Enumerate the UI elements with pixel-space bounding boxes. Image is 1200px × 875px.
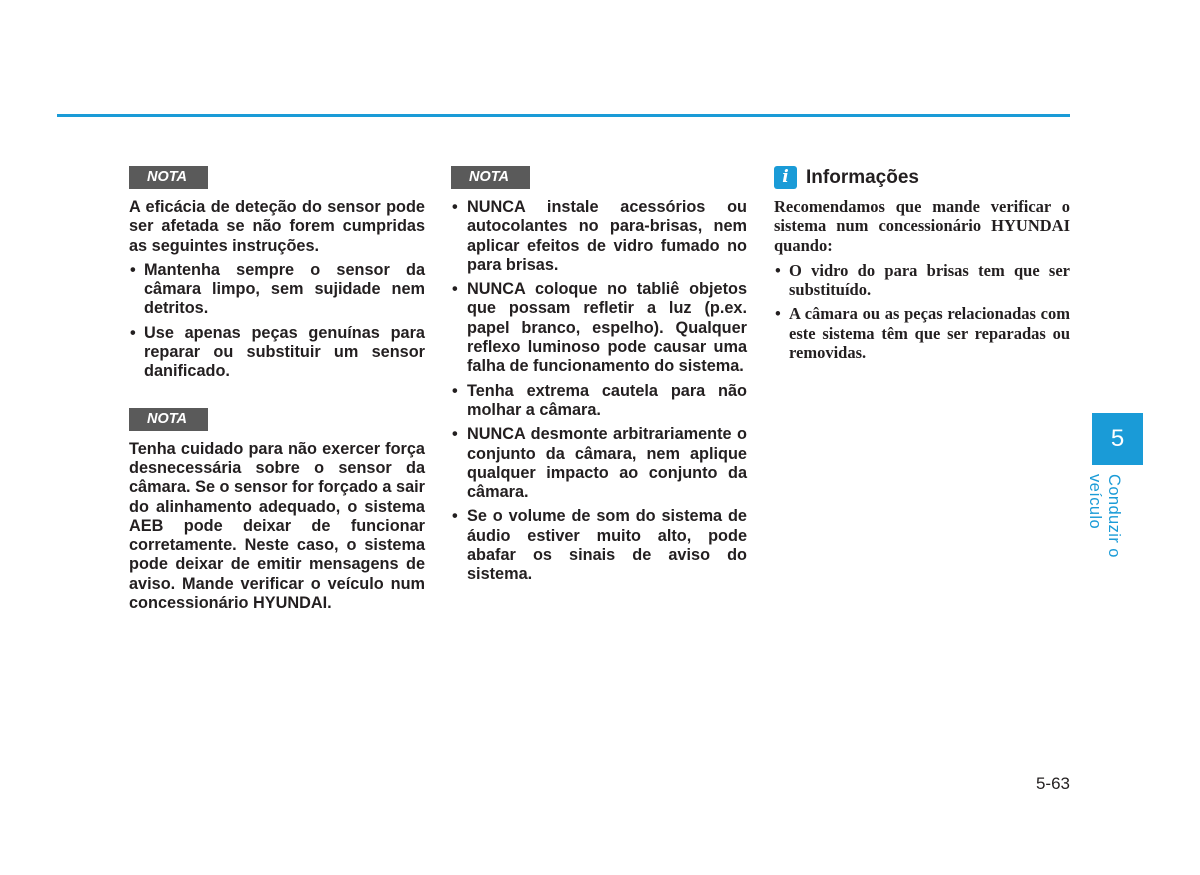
column-left [129,166,425,613]
list-item: • NUNCA instale acessórios ou autocolantes no para-brisas, nem aplicar efeitos de vidro fumado no para brisas. [451,198,747,275]
nota-label: NOTA [129,408,208,431]
info-bullet-list [774,261,1070,362]
list-item: • Se o volume de som do sistema de áudio estiver muito alto, pode abafar os sinais de aviso do sistema. [451,507,747,584]
nota3-bullet-list [451,198,747,585]
nota2-text: Tenha cuidado para não exercer força desnecessária sobre o sensor da câmara. Se o sensor for forçado a sair do alinhamento adequado, o sistema AEB pode deixar de funcionar corretamente. Neste caso, o sistema pode deixar de emitir mensagens de aviso. Mande verificar o veículo num concessionário HYUNDAI. [129,439,425,613]
list-item: • Use apenas peças genuínas para reparar ou substituir um sensor danificado. [129,324,425,382]
info-icon: i [774,166,797,189]
list-item: • NUNCA desmonte arbitrariamente o conjunto da câmara, nem aplique qualquer impacto ao conjunto da câmara. [451,425,747,502]
info-intro: Recomendamos que mande verificar o sistema num concessionário HYUNDAI quando: [774,197,1070,255]
column-right [774,166,1070,367]
page-number: 5-63 [1035,774,1070,793]
list-item: • A câmara ou as peças relacionadas com este sistema têm que ser reparadas ou removidas. [774,304,1070,362]
info-header [774,166,1070,189]
list-item: • NUNCA coloque no tabliê objetos que possam refletir a luz (p.ex. papel branco, espelho). Qualquer reflexo luminoso pode causar uma falha de funcionamento do sistema. [451,280,747,376]
list-item: • O vidro do para brisas tem que ser substituído. [774,261,1070,300]
info-title: Informações [806,166,919,188]
chapter-number-tab: 5 [1092,413,1143,465]
nota1-bullet-list [129,261,425,382]
nota1-intro: A eficácia de deteção do sensor pode ser afetada se não forem cumpridas as seguintes instruções. [129,198,425,255]
chapter-title: Conduzir o veículo [1086,474,1123,558]
list-item: • Tenha extrema cautela para não molhar a câmara. [451,382,747,421]
nota-label: NOTA [451,166,530,189]
column-middle [451,166,747,590]
nota-label: NOTA [129,166,208,189]
header-rule [57,114,1070,117]
list-item: • Mantenha sempre o sensor da câmara limpo, sem sujidade nem detritos. [129,261,425,319]
